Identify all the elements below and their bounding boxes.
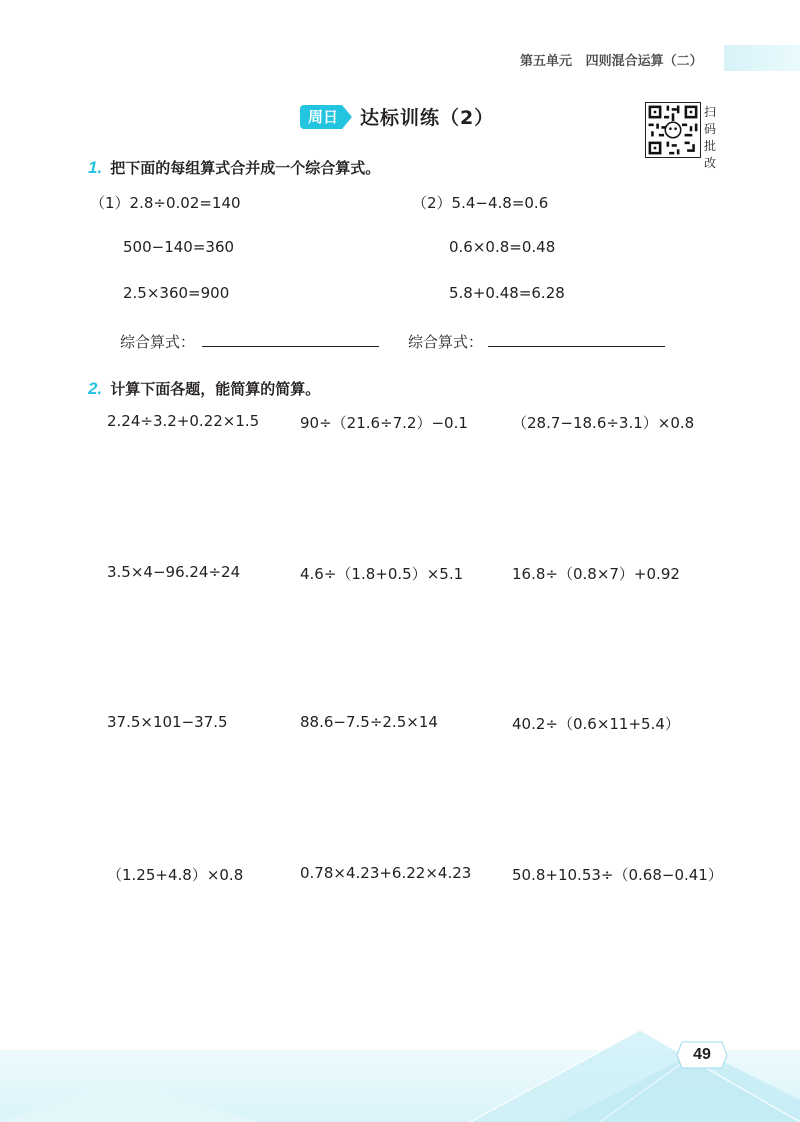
q1-group2-line3: 5.8+0.48=6.28 (449, 284, 565, 302)
q2-item-9: 40.2÷（0.6×11+5.4） (512, 715, 680, 733)
question-1-number: 1. (88, 158, 103, 177)
title-text: 达标训练（2） (360, 107, 495, 129)
q2-item-12: 50.8+10.53÷（0.68−0.41） (512, 866, 723, 884)
header-accent-bar (724, 45, 800, 71)
q1-group2-line1: （2）5.4−4.8=0.6 (412, 194, 549, 212)
q2-item-3: （28.7−18.6÷3.1）×0.8 (512, 414, 695, 432)
header-unit: 第五单元 (520, 54, 573, 69)
q1-group1-line2: 500−140=360 (123, 238, 235, 256)
q1-group1-answer-blank[interactable] (202, 346, 379, 347)
question-1-text: 把下面的每组算式合并成一个综合算式。 (110, 159, 381, 177)
q2-item-6: 16.8÷（0.8×7）+0.92 (512, 565, 680, 583)
page-title (300, 103, 494, 130)
q1-group1-line1: （1）2.8÷0.02=140 (90, 194, 241, 212)
q2-item-4: 3.5×4−96.24÷24 (107, 563, 241, 581)
question-2-heading (88, 378, 320, 399)
question-2-text: 计算下面各题，能简算的简算。 (110, 380, 321, 398)
page-number: 49 (693, 1046, 711, 1063)
q2-item-8: 88.6−7.5÷2.5×14 (300, 713, 438, 731)
q1-group2-line2: 0.6×0.8=0.48 (449, 238, 556, 256)
q2-item-5: 4.6÷（1.8+0.5）×5.1 (300, 565, 464, 583)
q1-group2-answer-label: 综合算式： (408, 333, 484, 351)
header-unit-title (520, 50, 703, 69)
q2-item-10: （1.25+4.8）×0.8 (107, 866, 244, 884)
q1-group1-answer-label: 综合算式： (120, 333, 196, 351)
q2-item-11: 0.78×4.23+6.22×4.23 (300, 864, 472, 882)
question-1-heading (88, 157, 380, 178)
qr-code-icon[interactable] (645, 102, 701, 158)
q2-item-7: 37.5×101−37.5 (107, 713, 228, 731)
q2-item-1: 2.24÷3.2+0.22×1.5 (107, 412, 260, 430)
q1-group2-answer-blank[interactable] (488, 346, 665, 347)
q1-group1-line3: 2.5×360=900 (123, 284, 230, 302)
footer-mountains (0, 1020, 800, 1122)
header-chapter: 四则混合运算（二） (585, 54, 703, 69)
q2-item-2: 90÷（21.6÷7.2）−0.1 (300, 414, 468, 432)
question-2-number: 2. (88, 379, 103, 398)
day-badge: 周日 (300, 105, 342, 129)
qr-label: 扫码批改 (703, 105, 716, 170)
